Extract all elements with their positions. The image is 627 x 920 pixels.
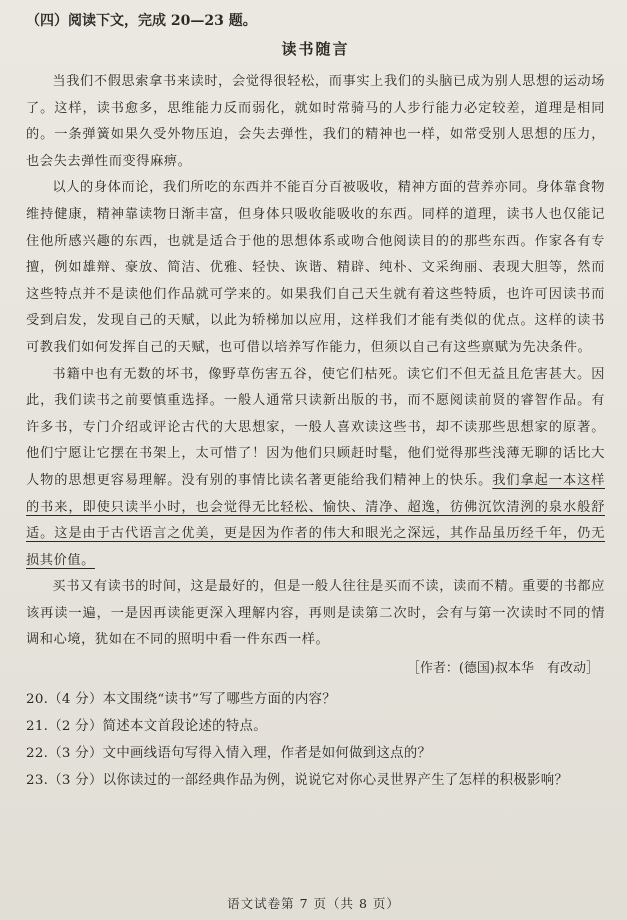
paragraph-3-text: 书籍中也有无数的坏书，像野草伤害五谷，使它们枯死。读它们不但无益且危害甚大。因此，我们读书之前要慎重选择。一般人通常只读新出版的书，而不愿阅读前贤的睿智作品。有许多书，专门介绍或评论古代的大思想家，一般人喜欢读这些书，却不读那些思想家的原著。他们宁愿让它摆在书架上，太可惜了！因为他们只顾赶时髦，他们觉得那些浅薄无聊的话比大人物的思想更容易理解。没有别的事情比读名著更能给我们精神上的快乐。 bbox=[26, 366, 605, 488]
paragraph-3 bbox=[26, 362, 605, 575]
paragraph-2: 以人的身体而论，我们所吃的东西并不能百分百被吸收，精神方面的营养亦同。身体靠食物维持健康，精神靠读物日渐丰富，但身体只吸收能吸收的东西。同样的道理，读书人也仅能记住他所感兴趣的东西，也就是适合于他的思想体系或吻合他阅读目的的那些东西。作家各有专擅，例如雄辩、豪放、简洁、优雅、轻快、诙谐、精辟、纯朴、文采绚丽、表现大胆等，然而这些特点并不是读他们作品就可学来的。如果我们自己天生就有着这些特质，也许可因读书而受到启发，发现自己的天赋，以此为轿梯加以应用，这样我们才能有类似的优点。这样的读书可教我们如何发挥自己的天赋，也可借以培养写作能力，但须以自己有这些禀赋为先决条件。 bbox=[26, 180, 605, 355]
reading-instruction: （四）阅读下文，完成 20—23 题。 bbox=[26, 13, 257, 29]
question-20: 20.（4 分）本文围绕“读书”写了哪些方面的内容？ bbox=[26, 692, 336, 708]
paragraph-4: 买书又有读书的时间，这是最好的，但是一般人往往是买而不读，读而不精。重要的书都应该再读一遍，一是因再读能更深入理解内容，再则是读第二次时，会有与第一次读时不同的情调和心境，犹如在不同的照明中看一件东西一样。 bbox=[26, 579, 605, 648]
question-23: 23.（3 分）以你读过的一部经典作品为例，说说它对你心灵世界产生了怎样的积极影响？ bbox=[26, 773, 569, 789]
paragraph-1: 当我们不假思索拿书来读时，会觉得很轻松，而事实上我们的头脑已成为别人思想的运动场了。这样，读书愈多，思维能力反而弱化，就如时常骑马的人步行能力必定较差，道理是相同的。一条弹簧如果久受外物压迫，会失去弹性，我们的精神也一样，如常受别人思想的压力，也会失去弹性而变得麻痹。 bbox=[26, 74, 605, 169]
underlined-sentence: 我们拿起一本这样的书来，即使只读半小时，也会觉得无比轻松、愉快、清净、超逸，彷佛沉饮清洌的泉水般舒适。这是由于古代语言之优美，更是因为作者的伟大和眼光之深远，其作品虽历经千年，仍无损其价值。 bbox=[26, 472, 605, 568]
author-credit: ［作者：(德国)叔本华 有改动］ bbox=[406, 661, 599, 677]
page-footer: 语文试卷第 7 页（共 8 页） bbox=[227, 896, 400, 911]
question-22: 22.（3 分）文中画线语句写得入情入理，作者是如何做到这点的？ bbox=[26, 746, 432, 762]
question-21: 21.（2 分）简述本文首段论述的特点。 bbox=[26, 719, 267, 735]
article-title: 读书随言 bbox=[281, 40, 350, 58]
